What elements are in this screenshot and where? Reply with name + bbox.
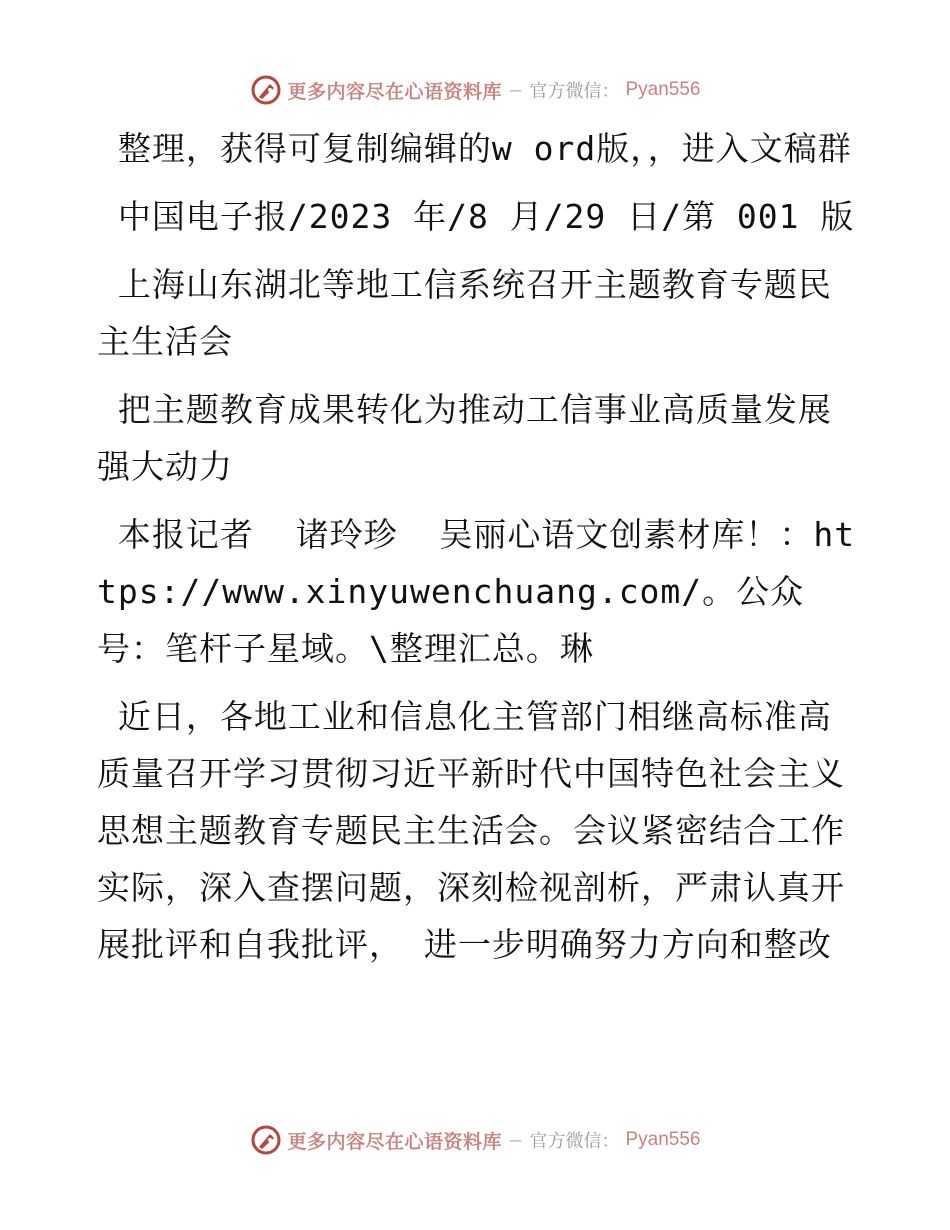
- pen-nib-logo-icon: [250, 74, 282, 106]
- paragraph-intro-note: 整理，获得可复制编辑的w ord版，，进入文稿群: [97, 129, 852, 168]
- banner-title: 更多内容尽在心语资料库: [287, 80, 503, 103]
- banner-official-label: 官方微信：: [529, 1131, 620, 1152]
- paragraph-headline: 上海山东湖北等地工信系统召开主题教育专题民主生活会: [97, 265, 832, 361]
- banner-official-label: 官方微信：: [529, 81, 620, 102]
- header-banner: [0, 70, 950, 110]
- banner-title: 更多内容尽在心语资料库: [287, 1130, 503, 1153]
- footer-banner-content: [250, 1124, 701, 1156]
- banner-separator: —: [510, 1129, 522, 1151]
- paragraph-subheadline: 把主题教育成果转化为推动工信事业高质量发展强大动力: [97, 390, 832, 486]
- footer-banner: [0, 1120, 950, 1160]
- banner-separator: —: [510, 79, 522, 101]
- banner-wechat-id: Pyan556: [625, 79, 701, 100]
- pen-nib-logo-icon: [250, 1124, 282, 1156]
- banner-wechat-id: Pyan556: [625, 1129, 701, 1150]
- document-body: [97, 120, 857, 984]
- paragraph-source-line: 中国电子报/2023 年/8 月/29 日/第 001 版: [97, 197, 855, 236]
- paragraph-byline: 本报记者 诸玲珍 吴丽心语文创素材库！：https://www.xinyuwenchuang.com/。公众号：笔杆子星域。\整理汇总。琳: [97, 515, 856, 668]
- paragraph-body: 近日，各地工业和信息化主管部门相继高标准高质量召开学习贯彻习近平新时代中国特色社会主义思想主题教育专题民主生活会。会议紧密结合工作实际，深入查摆问题，深刻检视剖析，严肃认真开展批评和自我批评， 进一步明确努力方向和整改: [97, 697, 845, 964]
- header-banner-content: [250, 74, 701, 106]
